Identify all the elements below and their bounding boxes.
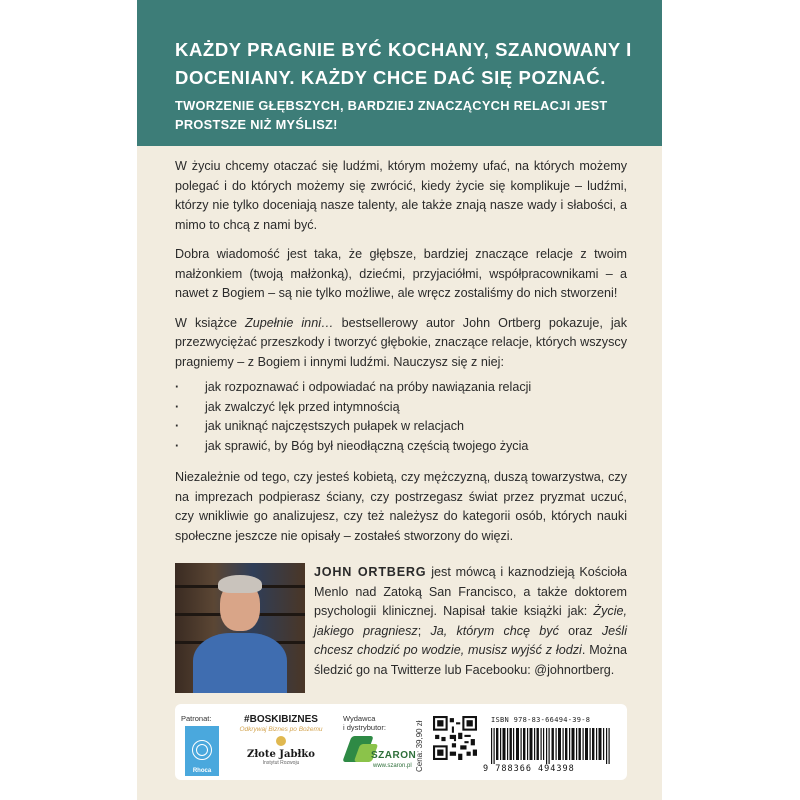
- author-photo: [175, 563, 305, 693]
- bullet-item: · jak uniknąć najczęstszych pułapek w relacjach: [175, 417, 627, 437]
- paragraph-3: W książce Zupełnie inni… bestsellerowy autor John Ortberg pokazuje, jak przezwyciężać przeszkody i tworzyć głębokie, znaczące relacje, których wszyscy pragniemy – z Bogiem i innymi ludźmi. Nauczysz się z niej:: [175, 315, 627, 369]
- zlote-jablko-logo: Złote Jabłko: [247, 749, 315, 760]
- bullet-item: · jak zwalczyć lęk przed intymnością: [175, 398, 627, 418]
- blurb-text: [175, 157, 627, 556]
- paragraph-2: Dobra wiadomość jest taka, że głębsze, bardziej znaczące relacje z twoim małżonkiem (twoją małżonką), dziećmi, przyjaciółmi, współpracownikami – a nawet z Bogiem – są nie tylko możliwe, ale wręcz zostaliśmy do nich stworzeni!: [175, 247, 627, 300]
- book-title: Zupełnie inni…: [245, 315, 334, 330]
- bullet-item: · jak rozpoznawać i odpowiadać na próby nawiązania relacji: [175, 378, 627, 398]
- apple-icon: [276, 736, 286, 746]
- bullet-list: [175, 378, 627, 456]
- subheadline: TWORZENIE GŁĘBSZYCH, BARDZIEJ ZNACZĄCYCH RELACJI JEST PROSTSZE NIŻ MYŚLISZ!: [175, 98, 608, 132]
- isbn: ISBN 978-83-66494-39-8: [491, 716, 591, 724]
- barcode-number: 9 788366 494398: [483, 764, 575, 774]
- paragraph-1: W życiu chcemy otaczać się ludźmi, którym możemy ufać, na których możemy polegać i do których możemy się zwrócić, kiedy życie się komplikuje – ludźmi, którzy nie tylko doceniają nasze talenty, ale także znają nasze wady i słabości, a mimo to chcą z nami być.: [175, 159, 627, 232]
- bullet-item: · jak sprawić, by Bóg był nieodłączną częścią twojego życia: [175, 437, 627, 457]
- cover-footer: [175, 704, 627, 780]
- author-section: [175, 563, 627, 693]
- author-name: JOHN ORTBERG: [314, 565, 427, 579]
- qr-code-icon: [433, 716, 477, 760]
- barcode-icon: [491, 728, 611, 764]
- author-bio: JOHN ORTBERG jest mówcą i kaznodzieją Kościoła Menlo nad Zatoką San Francisco, a także doktorem psychologii klinicznej. Napisał takie książki jak: Życie, jakiego pragniesz; Ja, którym chcę być oraz Jeśli chcesz chodzić po wodzie, musisz wyjść z łodzi. Można śledzić go na Twitterze lub Facebooku: @johnortberg.: [314, 565, 628, 677]
- cover-header: [137, 0, 662, 146]
- szaron-logo: SZARON www.szaron.pl: [345, 732, 405, 776]
- book-back-cover: [137, 0, 662, 800]
- paragraph-4: Niezależnie od tego, czy jesteś kobietą, czy mężczyzną, duszą towarzystwa, czy na imprezach podpierasz ściany, czy postrzegasz świat przez pryzmat uczuć, czy wnikliwie go analizujesz, czy też należysz do kategorii osób, których nauki społeczne jeszcze nie opisały – zostałeś stworzony do więzi.: [175, 470, 627, 543]
- price: Cena: 39,90 zł: [415, 720, 424, 772]
- boskibiznes-logo: #BOSKIBIZNES Odkrywaj Biznes po Bożemu Złote Jabłko Instytut Rozwoju: [233, 714, 329, 766]
- headline: KAŻDY PRAGNIE BYĆ KOCHANY, SZANOWANY I DOCENIANY. KAŻDY CHCE DAĆ SIĘ POZNAĆ.: [175, 39, 632, 88]
- publisher-label: Wydawca i dystrybutor:: [343, 714, 386, 732]
- patron-logo: Rhoca: [185, 726, 219, 776]
- patronat-label: Patronat:: [181, 714, 212, 723]
